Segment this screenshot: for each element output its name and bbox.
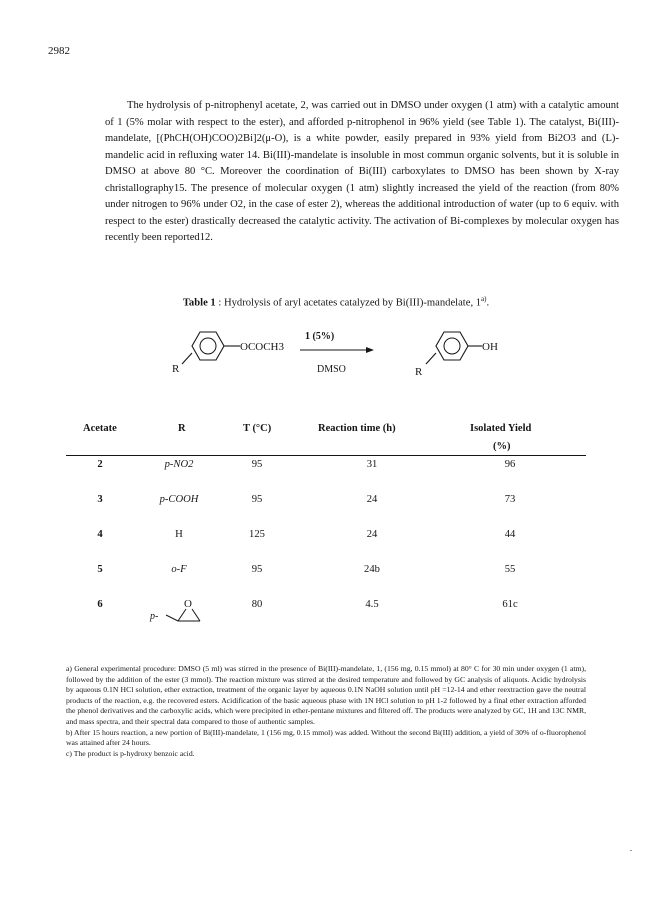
reaction-scheme <box>160 320 520 390</box>
cell-acetate: 6 <box>97 599 103 610</box>
footnote-c: c) The product is p-hydroxy benzoic acid. <box>66 748 195 758</box>
cell-r: H <box>175 529 183 540</box>
cell-reaction-time: 24b <box>364 564 380 575</box>
paragraph-line: activity. The activation of Bi-complexes by molecular oxygen has recently been reported12. <box>105 215 619 243</box>
cell-acetate: 3 <box>97 494 103 505</box>
paragraph-line: increased the yield of the reaction (from 80% under nitrogen to 96% under O2, in the case of ester 2), whereas <box>105 182 619 210</box>
reaction-arrowhead <box>366 347 374 353</box>
paragraph-line: yield from Bi2O3 and (L)-mandelic acid in refluxing water 14. Bi(III)-mandelate is insoluble in most commun <box>105 133 619 161</box>
paragraph-line: to DMSO has been shown by X-ray christallography15. The presence of molecular oxygen (1 atm) slightly <box>105 166 620 194</box>
header-acetate: Acetate <box>83 423 117 434</box>
cell-temperature: 125 <box>249 529 265 540</box>
reactant-r-label: R <box>172 363 180 375</box>
table-caption-note: a) <box>481 295 487 303</box>
product-substituent: OH <box>482 341 498 353</box>
cell-reaction-time: 24 <box>366 494 378 505</box>
paragraph-line: The hydrolysis of p-nitrophenyl acetate, 2, was carried out in DMSO under oxygen (1 atm) with a <box>127 100 546 111</box>
table-label: Table 1 <box>182 297 216 309</box>
cell-acetate: 4 <box>97 529 103 540</box>
body-paragraph <box>105 98 619 247</box>
epoxide-oxygen-label: O <box>184 598 192 610</box>
cell-yield: 44 <box>504 529 516 540</box>
cell-yield: 73 <box>504 494 516 505</box>
product-r-label: R <box>415 366 423 378</box>
footnote-b: b) After 15 hours reaction, a new portion of Bi(III)-mandelate, 1 (156 mg, 0.15 mmol) was added. Without the second Bi(III) addition, a yield of 30% of o-fluorophenol was attained after 24 hours. <box>66 727 586 748</box>
cell-temperature: 80 <box>251 599 263 610</box>
footnote-a: a) General experimental procedure: DMSO (5 ml) was stirred in the presence of Bi(III)-mandelate, 1, (156 mg, 0.15 mmol) at 80° C for 30 min under oxygen (1 atm), followed by the addition of the ester (3 mmol). The reaction mixture was stirred at the desired temperature and followed by GC analysis of aliquots. Acidic hydrolysis by aqueous 0.1N HCl solution, ether extraction, treatment of the organic layer by aqueous 0.1N NaOH solution until pH =12-14 and ether reextraction gave the neutral products of the reaction, e.g. the recovered esters. Acidification of the basic aqueous phase with 1N HCl solution to pH 1-2 followed by a final ether extraction afforded the phenol derivatives and the carboxylic acids, which were precipited in ether-pentane mixtures and filtered off. The products were analyzed by GC, 1H and 13C NMR, and mass spectra, and their spectral data compared to those of authentic samples. <box>66 664 586 726</box>
table-caption <box>0 295 672 309</box>
cell-reaction-time: 4.5 <box>365 599 379 610</box>
table-header-rule <box>66 455 586 456</box>
header-temperature: T (°C) <box>243 423 272 434</box>
header-r: R <box>178 423 186 434</box>
scan-mark <box>630 850 632 851</box>
cell-acetate: 2 <box>97 459 103 470</box>
table-caption-text: : Hydrolysis of aryl acetates catalyzed by Bi(III)-mandelate, 1 <box>215 297 482 309</box>
header-reaction-time: Reaction time (h) <box>318 423 396 434</box>
header-isolated-yield: Isolated Yield <box>470 423 532 434</box>
header-yield-unit: (%) <box>493 441 511 452</box>
page-number: 2982 <box>48 45 70 57</box>
epoxide-structure <box>148 596 218 624</box>
table-caption-end: . <box>486 297 490 309</box>
paragraph-line: organic solvents, but it is soluble in DMSO at above 80 °C. Moreover the coordination of Bi(III) carboxylates <box>105 149 619 177</box>
product-ring <box>426 332 482 364</box>
cell-r: o-F <box>171 564 187 575</box>
arrow-solvent-label: DMSO <box>317 364 346 375</box>
cell-reaction-time: 24 <box>366 529 378 540</box>
cell-temperature: 95 <box>251 494 263 505</box>
table-footnotes <box>66 664 586 759</box>
cell-yield: 55 <box>504 564 516 575</box>
reactant-substituent: OCOCH3 <box>240 341 285 353</box>
paragraph-line: the additional introduction of water (up to 6 equiv. with respect to the ester) drastically decreased the catalytic <box>105 199 619 227</box>
epoxide-para-label: p- <box>150 611 159 622</box>
paragraph-line: catalytic amount of 1 (5% molar with respect to the ester), and afforded p-nitrophenol in 96% yield (see Table <box>105 100 619 128</box>
cell-r: p-COOH <box>159 494 199 505</box>
cell-temperature: 95 <box>251 459 263 470</box>
cell-r: p-NO2 <box>164 459 194 470</box>
cell-acetate: 5 <box>97 564 103 575</box>
paragraph-line: 1). The catalyst, Bi(III)-mandelate, [(PhCH(OH)COO)2Bi]2(μ-O), is a white powder, easily prepared in 93% <box>105 116 619 144</box>
arrow-catalyst-label: 1 (5%) <box>305 331 335 342</box>
cell-yield: 61c <box>502 599 518 610</box>
cell-reaction-time: 31 <box>366 459 378 470</box>
cell-yield: 96 <box>504 459 516 470</box>
reactant-ring <box>182 332 240 364</box>
cell-temperature: 95 <box>251 564 263 575</box>
